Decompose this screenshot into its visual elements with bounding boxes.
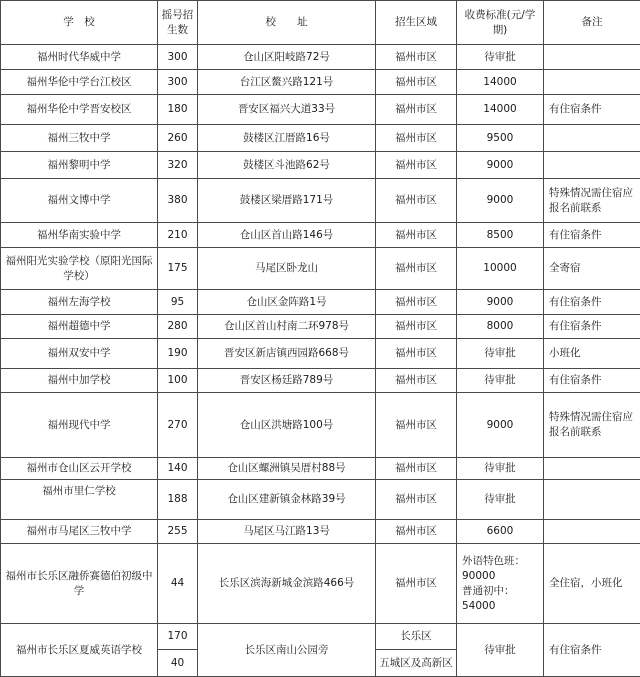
area-cell: 福州市区 [376, 95, 457, 125]
address-cell: 仓山区螺洲镇吴厝村88号 [198, 458, 376, 480]
area-cell: 福州市区 [376, 393, 457, 458]
area-cell: 福州市区 [376, 45, 457, 70]
note-cell: 全住宿，小班化 [544, 544, 640, 624]
table-row [1, 152, 640, 179]
quota-cell: 300 [158, 45, 198, 70]
address-cell: 仓山区建新镇金林路39号 [198, 480, 376, 520]
fee-cell: 待审批 [457, 624, 544, 677]
address-cell: 鼓楼区江厝路16号 [198, 125, 376, 152]
table-row [1, 480, 640, 520]
area-cell: 福州市区 [376, 369, 457, 393]
table-row [1, 624, 640, 650]
quota-cell: 95 [158, 290, 198, 315]
table-row [1, 544, 640, 624]
note-cell: 有住宿条件 [544, 223, 640, 248]
area-cell: 福州市区 [376, 70, 457, 95]
address-cell: 仓山区首山路146号 [198, 223, 376, 248]
quota-cell: 190 [158, 339, 198, 369]
note-cell [544, 70, 640, 95]
header-fee: 收费标准(元/学期) [457, 1, 544, 45]
area-cell: 福州市区 [376, 480, 457, 520]
note-cell: 有住宿条件 [544, 369, 640, 393]
note-cell: 全寄宿 [544, 248, 640, 290]
quota-cell: 100 [158, 369, 198, 393]
note-cell [544, 152, 640, 179]
table-row [1, 339, 640, 369]
quota-cell: 170 [158, 624, 198, 650]
school-cell: 福州市里仁学校 [1, 480, 158, 520]
school-cell: 福州华伦中学晋安校区 [1, 95, 158, 125]
area-cell: 福州市区 [376, 339, 457, 369]
note-cell [544, 458, 640, 480]
quota-cell: 260 [158, 125, 198, 152]
table-row [1, 290, 640, 315]
note-cell [544, 520, 640, 544]
fee-cell: 14000 [457, 95, 544, 125]
school-cell: 福州时代华威中学 [1, 45, 158, 70]
table-row [1, 458, 640, 480]
table-row [1, 95, 640, 125]
header-row [1, 1, 640, 45]
note-cell [544, 480, 640, 520]
school-cell: 福州左海学校 [1, 290, 158, 315]
school-cell: 福州华南实验中学 [1, 223, 158, 248]
header-note: 备注 [544, 1, 640, 45]
quota-cell: 255 [158, 520, 198, 544]
quota-cell: 280 [158, 315, 198, 339]
note-cell: 特殊情况需住宿应报名前联系 [544, 179, 640, 223]
fee-cell: 14000 [457, 70, 544, 95]
area-cell: 福州市区 [376, 125, 457, 152]
address-cell: 仓山区金阵路1号 [198, 290, 376, 315]
table-row [1, 223, 640, 248]
table-row [1, 70, 640, 95]
address-cell: 长乐区南山公园旁 [198, 624, 376, 677]
table-row [1, 179, 640, 223]
school-cell: 福州超德中学 [1, 315, 158, 339]
note-cell [544, 125, 640, 152]
quota-cell: 188 [158, 480, 198, 520]
note-cell: 有住宿条件 [544, 290, 640, 315]
school-cell: 福州市马尾区三牧中学 [1, 520, 158, 544]
note-cell: 有住宿条件 [544, 315, 640, 339]
header-area: 招生区域 [376, 1, 457, 45]
address-cell: 鼓楼区斗池路62号 [198, 152, 376, 179]
area-cell: 福州市区 [376, 458, 457, 480]
address-cell: 仓山区首山村南二环978号 [198, 315, 376, 339]
fee-cell: 9000 [457, 393, 544, 458]
fee-cell: 6600 [457, 520, 544, 544]
fee-cell: 9000 [457, 179, 544, 223]
school-cell: 福州文博中学 [1, 179, 158, 223]
school-cell: 福州市仓山区云开学校 [1, 458, 158, 480]
school-cell: 福州双安中学 [1, 339, 158, 369]
quota-cell: 175 [158, 248, 198, 290]
address-cell: 马尾区卧龙山 [198, 248, 376, 290]
fee-cell: 10000 [457, 248, 544, 290]
fee-line-value-foreign: 90000 [462, 569, 496, 582]
fee-cell: 待审批 [457, 480, 544, 520]
school-cell: 福州市长乐区夏威英语学校 [1, 624, 158, 677]
quota-cell: 40 [158, 650, 198, 677]
school-cell: 福州华伦中学台江校区 [1, 70, 158, 95]
area-cell: 福州市区 [376, 544, 457, 624]
fee-cell: 待审批 [457, 458, 544, 480]
header-school: 学 校 [1, 1, 158, 45]
quota-cell: 300 [158, 70, 198, 95]
table-row [1, 248, 640, 290]
fee-cell: 8500 [457, 223, 544, 248]
table-row [1, 520, 640, 544]
quota-cell: 270 [158, 393, 198, 458]
note-cell: 有住宿条件 [544, 95, 640, 125]
area-cell: 福州市区 [376, 290, 457, 315]
fee-line-value-regular: 54000 [462, 599, 496, 612]
table-row [1, 125, 640, 152]
address-cell: 晋安区杨廷路789号 [198, 369, 376, 393]
fee-cell: 9000 [457, 290, 544, 315]
fee-cell: 待审批 [457, 339, 544, 369]
fee-cell: 8000 [457, 315, 544, 339]
table-row [1, 315, 640, 339]
fee-cell: 9500 [457, 125, 544, 152]
fee-line-label-foreign: 外语特色班： [462, 554, 525, 567]
address-cell: 马尾区马江路13号 [198, 520, 376, 544]
header-quota: 摇号招生数 [158, 1, 198, 45]
fee-cell [457, 544, 544, 624]
note-cell: 特殊情况需住宿应报名前联系 [544, 393, 640, 458]
school-cell: 福州中加学校 [1, 369, 158, 393]
note-cell: 有住宿条件 [544, 624, 640, 677]
address-cell: 晋安区福兴大道33号 [198, 95, 376, 125]
fee-cell: 待审批 [457, 369, 544, 393]
quota-cell: 380 [158, 179, 198, 223]
address-cell: 晋安区新店镇西园路668号 [198, 339, 376, 369]
quota-cell: 140 [158, 458, 198, 480]
note-cell: 小班化 [544, 339, 640, 369]
address-cell: 仓山区阳岐路72号 [198, 45, 376, 70]
school-cell: 福州三牧中学 [1, 125, 158, 152]
address-cell: 台江区鳌兴路121号 [198, 70, 376, 95]
table-row [1, 369, 640, 393]
school-cell: 福州现代中学 [1, 393, 158, 458]
quota-cell: 180 [158, 95, 198, 125]
school-cell: 福州市长乐区融侨赛德伯初级中学 [1, 544, 158, 624]
address-cell: 鼓楼区梁厝路171号 [198, 179, 376, 223]
quota-cell: 320 [158, 152, 198, 179]
fee-cell: 待审批 [457, 45, 544, 70]
fee-line-label-regular: 普通初中： [462, 584, 515, 597]
address-cell: 仓山区洪塘路100号 [198, 393, 376, 458]
area-cell: 福州市区 [376, 223, 457, 248]
fee-cell: 9000 [457, 152, 544, 179]
area-cell: 五城区及高新区 [376, 650, 457, 677]
area-cell: 长乐区 [376, 624, 457, 650]
table-row [1, 393, 640, 458]
note-cell [544, 45, 640, 70]
address-cell: 长乐区滨海新城金滨路466号 [198, 544, 376, 624]
school-cell: 福州黎明中学 [1, 152, 158, 179]
quota-cell: 44 [158, 544, 198, 624]
header-address: 校 址 [198, 1, 376, 45]
table-row [1, 45, 640, 70]
area-cell: 福州市区 [376, 179, 457, 223]
area-cell: 福州市区 [376, 152, 457, 179]
quota-cell: 210 [158, 223, 198, 248]
school-cell: 福州阳光实验学校（原阳光国际学校） [1, 248, 158, 290]
area-cell: 福州市区 [376, 315, 457, 339]
area-cell: 福州市区 [376, 520, 457, 544]
area-cell: 福州市区 [376, 248, 457, 290]
